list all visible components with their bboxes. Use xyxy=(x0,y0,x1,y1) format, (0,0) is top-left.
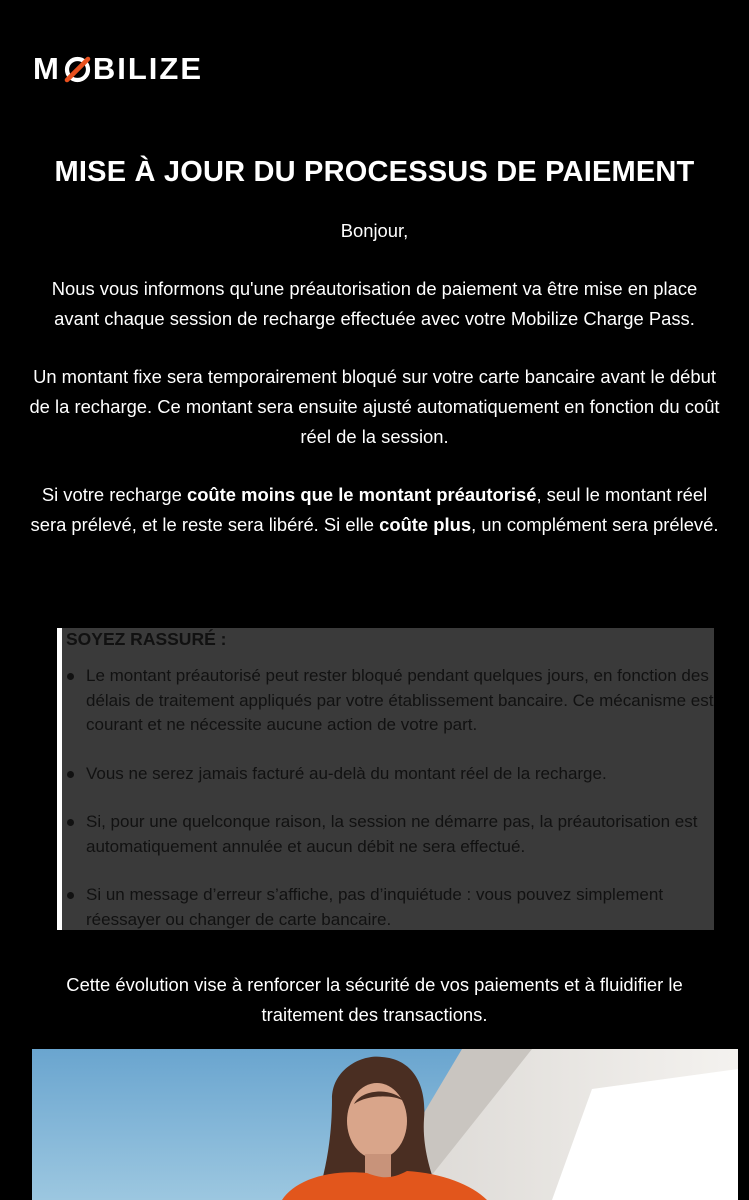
adjustment-bold-more: coûte plus xyxy=(379,514,472,535)
hero-image xyxy=(32,1049,738,1200)
adjustment-bold-less: coûte moins que le montant préautorisé xyxy=(186,484,537,505)
reassurance-item-blocked-days: Le montant préautorisé peut rester bloqué pendant quelques jours, en fonction des délais de traitement appliqués par votre établissement bancaire. Ce mécanisme est courant et ne nécessite aucune action de votre part. xyxy=(86,664,719,738)
reassurance-item-never-overcharged: Vous ne serez jamais facturé au-delà du montant réel de la recharge. xyxy=(86,762,719,787)
woman-portrait-photo xyxy=(32,1049,738,1200)
greeting-text: Bonjour, xyxy=(340,220,409,241)
email-title: MISE À JOUR DU PROCESSUS DE PAIEMENT xyxy=(54,156,695,188)
reassurance-list xyxy=(62,664,719,956)
fixed-amount-paragraph: Un montant fixe sera temporairement bloqué sur votre carte bancaire avant le début de la recharge. Ce montant sera ensuite ajusté automatiquement en fonction du coût réel de la session. xyxy=(29,366,720,447)
adjustment-paragraph xyxy=(28,480,721,540)
reassurance-item-error-message: Si un message d’erreur s’affiche, pas d’inquiétude : vous pouvez simplement réessayer ou changer de carte bancaire. xyxy=(86,883,719,932)
slashed-o-logo-icon xyxy=(64,56,91,83)
logo-letter-m: M xyxy=(33,51,61,86)
reassurance-box xyxy=(57,628,714,930)
closing-paragraph: Cette évolution vise à renforcer la sécurité de vos paiements et à fluidifier le traitement des transactions. xyxy=(66,974,683,1025)
reassurance-item-session-cancel: Si, pour une quelconque raison, la session ne démarre pas, la préautorisation est automatiquement annulée et aucun débit ne sera effectué. xyxy=(86,810,719,859)
adjustment-text-1: Si votre recharge xyxy=(41,484,187,505)
adjustment-text-3: , un complément sera prélevé. xyxy=(471,514,719,535)
adjustment-text-2: , seul le montant réel sera prélevé, et le reste sera libéré. Si elle xyxy=(30,484,708,535)
intro-paragraph: Nous vous informons qu'une préautorisation de paiement va être mise en place avant chaque session de recharge effectuée avec votre Mobilize Charge Pass. xyxy=(51,278,698,329)
mobilize-logo[interactable] xyxy=(33,52,203,86)
reassurance-heading: SOYEZ RASSURÉ : xyxy=(66,629,227,649)
logo-letters-bilize: BILIZE xyxy=(92,51,203,86)
